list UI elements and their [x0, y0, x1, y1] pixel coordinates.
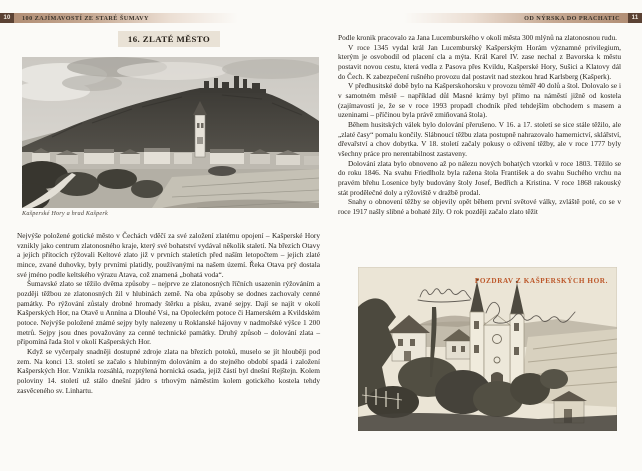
paragraph: Šumavské zlato se těžilo dvěma způsoby – nejprve ze zlatonosných říčních usazenin rýžováním a později těžbou ze zlatonosných žil v hlubinách země. Na oba způsoby se dodnes zachovaly cenné památky. Po rýžování zůstaly drobné hromady štěrku a písku, zvané sejpy. Dají se najít v okolí Kašperských Hor, na Otavě u Annína a Dlouhé Vsi, na Opoleckém potoce či Hamerském a Kvildském potoce. Nejvýše položené známé sejpy byly nalezeny u Roklanské hájovny v nadmořské výšce 1 200 metrů. Sejpy jsou dnes považovány za cenné technické památky. Druhý způsob – dolování zlata – připomíná řada štol v okolí Kašperských Hor. — [17, 279, 320, 347]
photo-caption: Kašperské Hory a hrad Kašperk — [22, 210, 108, 217]
left-page-number: 10 — [0, 13, 14, 23]
panorama-illustration — [22, 57, 319, 208]
paragraph: Snahy o obnovení těžby se objevily opět během první světové války, zvláště poté, co se v roce 1917 našly slibné a bohaté žíly. O rok později začalo zlato těžit — [338, 197, 621, 216]
paragraph: Nejvýše položené gotické město v Čechách vděčí za své založení zlatému opojení – Kašperské Hory vznikly jako centrum zlatonosného kraje, který své bohatství vydával několik staletí. Na březích Otavy a jejích přítocích rýžovali Keltové zlato již v prvních staletích před naším letopočtem – jejich zlaté mince, zvané duhovky, byly prvními platidly, používanými na našem území. Řeka Otava prý dostala své jméno podle keltského výrazu Atava, což znamená „bohatá voda“. — [17, 231, 320, 279]
left-body-text — [17, 231, 320, 395]
paragraph: Dolování zlata bylo obnoveno až po nálezu nových bohatých vzorků v roce 1803. Těžilo se do roku 1846. Na svahu Friedlholz byla ražena štola František a do svahu Suchého vrchu na pravém břehu Losenice byly budovány štoly Josef, Bedřich a Kristina. V roce 1868 rakouský stát prodělečné doly a rýžoviště v dražbě prodal. — [338, 158, 621, 197]
paragraph: Během husitských válek bylo dolování přerušeno. V 16. a 17. století se sice stále těžilo, ale „zlaté časy“ pomalu končily. Slábnoucí těžbu zlata postupně nahrazovalo hamernictví, sklářství, dřevařství a chov dobytka. V 18. století začaly pokusy o oživení těžby, ale v roce 1777 byly všechny práce pro nerentabilnost zastaveny. — [338, 119, 621, 158]
paragraph: Podle kronik pracovalo za Jana Lucemburského v okolí města 300 mlýnů na zlatonosnou rudu. — [338, 33, 617, 42]
left-header-title: 100 ZAJÍMAVOSTÍ ZE STARÉ ŠUMAVY — [22, 14, 149, 22]
postcard-photo — [358, 267, 617, 431]
chapter-title: 16. ZLATÉ MĚSTO — [127, 34, 211, 44]
town-panorama-photo — [22, 57, 319, 208]
paragraph: V roce 1345 vydal král Jan Lucemburský Kašperským Horám významné privilegium, kterým je osvobodil od placení cla a mýta. Král Karel IV. zase nechal z Bavorska k městu postavit novou cestu, která vedla z Pasova přes Kvildu, Kašperské Hory, Sušici a Klatovy dál do Čech. K zabezpečení rušného provozu dal postavit nad stezkou hrad Karlsberg (Kašperk). — [338, 42, 621, 81]
chapter-title-box — [118, 31, 220, 47]
left-running-header — [0, 13, 238, 23]
right-header-title: OD NÝRSKA DO PRACHATIC — [524, 14, 620, 22]
paragraph: V předhusitské době bylo na Kašperskohorsku v provozu téměř 40 dolů a štol. Dolovalo se i v samotném městě – například důl Masné krámy byl přímo na náměstí jižně od kostela (zajímavostí je, že se v roce 1993 propadl chodník před tehdejším obchodem s masem a uzeninami – příčinou byla právě zmiňovaná štola). — [338, 81, 621, 120]
left-header-bar — [14, 13, 238, 23]
paragraph: Když se vyčerpaly snadněji dostupné zdroje zlata na březích potoků, muselo se jít hlouběji pod zem. Na konci 13. století se začalo s hlubinným dolováním a do stejného období spadá i založení Kašperských Hor. Vznikla rozsáhlá, rozptýlená hornická osada, jejíž částí byl dnešní Rejštejn. Kolem poloviny 14. století už stálo dnešní jádro s trhovým náměstím kolem gotického kostela tehdy zasvěceného sv. Linhartu. — [17, 346, 320, 395]
right-page-number: 11 — [628, 13, 642, 23]
right-running-header — [404, 13, 642, 23]
postcard-title: POZDRAV Z KAŠPERSKÝCH HOR. — [474, 277, 608, 285]
right-header-bar — [404, 13, 628, 23]
postcard-illustration — [358, 267, 617, 431]
right-body-text — [338, 33, 621, 216]
